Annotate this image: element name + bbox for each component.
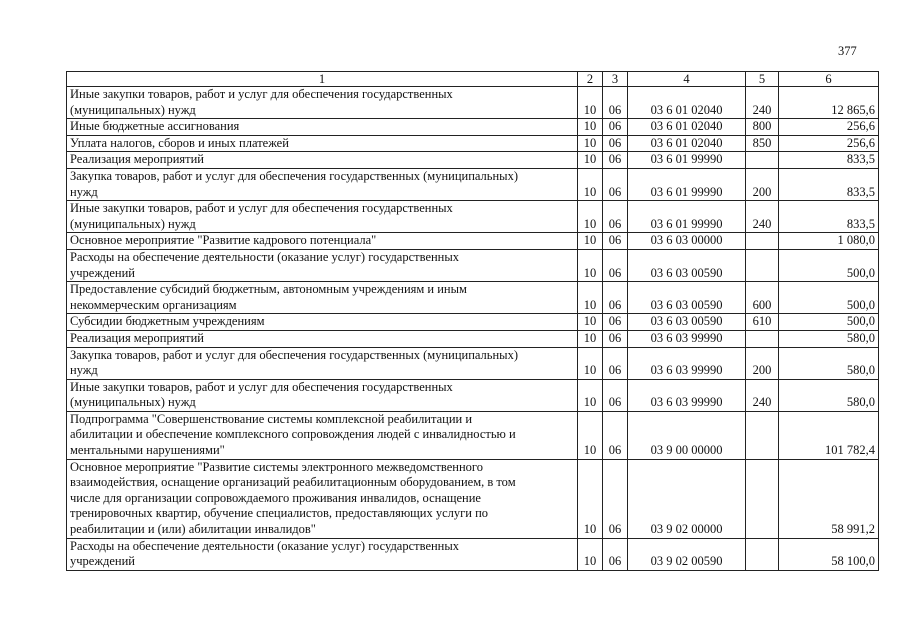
- row-name-cell: Иные закупки товаров, работ и услуг для обеспечения государственных (муниципальных) нужд: [67, 379, 578, 411]
- amount-cell: 580,0: [779, 330, 879, 347]
- subsection-code-cell: 06: [603, 119, 628, 136]
- table-row: [67, 119, 879, 136]
- section-code-cell: 10: [578, 201, 603, 233]
- expense-type-cell: [746, 249, 779, 281]
- table-row: [67, 249, 879, 281]
- section-code-cell: 10: [578, 282, 603, 314]
- row-name-cell: Реализация мероприятий: [67, 152, 578, 169]
- target-article-cell: 03 6 01 99990: [628, 168, 746, 200]
- row-name-cell: Иные закупки товаров, работ и услуг для обеспечения государственных (муниципальных) нужд: [67, 201, 578, 233]
- budget-table: [66, 71, 879, 571]
- expense-type-cell: [746, 459, 779, 538]
- section-code-cell: 10: [578, 135, 603, 152]
- table-row: [67, 233, 879, 250]
- section-code-cell: 10: [578, 87, 603, 119]
- expense-type-cell: 240: [746, 87, 779, 119]
- table-row: [67, 459, 879, 538]
- column-header-1: 1: [67, 72, 578, 87]
- expense-type-cell: 800: [746, 119, 779, 136]
- expense-type-cell: 240: [746, 201, 779, 233]
- row-name-cell: Иные закупки товаров, работ и услуг для обеспечения государственных (муниципальных) нужд: [67, 87, 578, 119]
- row-name-cell: Закупка товаров, работ и услуг для обеспечения государственных (муниципальных) нужд: [67, 347, 578, 379]
- expense-type-cell: 850: [746, 135, 779, 152]
- amount-cell: 1 080,0: [779, 233, 879, 250]
- target-article-cell: 03 6 03 00000: [628, 233, 746, 250]
- subsection-code-cell: 06: [603, 347, 628, 379]
- table-row: [67, 201, 879, 233]
- amount-cell: 500,0: [779, 249, 879, 281]
- expense-type-cell: 600: [746, 282, 779, 314]
- table-row: [67, 135, 879, 152]
- subsection-code-cell: 06: [603, 282, 628, 314]
- table-row: [67, 330, 879, 347]
- expense-type-cell: [746, 538, 779, 570]
- row-name-cell: Подпрограмма "Совершенствование системы комплексной реабилитации и абилитации и обеспечение комплексного сопровождения людей с инвалидностью и ментальными нарушениями": [67, 411, 578, 459]
- subsection-code-cell: 06: [603, 249, 628, 281]
- table-row: [67, 411, 879, 459]
- header-row: [67, 72, 879, 87]
- section-code-cell: 10: [578, 459, 603, 538]
- subsection-code-cell: 06: [603, 135, 628, 152]
- amount-cell: 833,5: [779, 152, 879, 169]
- amount-cell: 580,0: [779, 379, 879, 411]
- row-name-cell: Иные бюджетные ассигнования: [67, 119, 578, 136]
- expense-type-cell: 200: [746, 347, 779, 379]
- table-row: [67, 282, 879, 314]
- target-article-cell: 03 9 02 00590: [628, 538, 746, 570]
- subsection-code-cell: 06: [603, 459, 628, 538]
- row-name-cell: Закупка товаров, работ и услуг для обеспечения государственных (муниципальных) нужд: [67, 168, 578, 200]
- expense-type-cell: 240: [746, 379, 779, 411]
- row-name-cell: Предоставление субсидий бюджетным, автономным учреждениям и иным некоммерческим организациям: [67, 282, 578, 314]
- subsection-code-cell: 06: [603, 538, 628, 570]
- expense-type-cell: [746, 152, 779, 169]
- target-article-cell: 03 6 01 99990: [628, 201, 746, 233]
- section-code-cell: 10: [578, 152, 603, 169]
- amount-cell: 256,6: [779, 119, 879, 136]
- section-code-cell: 10: [578, 249, 603, 281]
- target-article-cell: 03 6 01 02040: [628, 87, 746, 119]
- amount-cell: 833,5: [779, 201, 879, 233]
- row-name-cell: Субсидии бюджетным учреждениям: [67, 314, 578, 331]
- target-article-cell: 03 6 01 99990: [628, 152, 746, 169]
- section-code-cell: 10: [578, 233, 603, 250]
- amount-cell: 580,0: [779, 347, 879, 379]
- table-row: [67, 314, 879, 331]
- target-article-cell: 03 6 03 99990: [628, 330, 746, 347]
- expense-type-cell: 200: [746, 168, 779, 200]
- table-row: [67, 538, 879, 570]
- row-name-cell: Уплата налогов, сборов и иных платежей: [67, 135, 578, 152]
- target-article-cell: 03 6 03 00590: [628, 249, 746, 281]
- row-name-cell: Реализация мероприятий: [67, 330, 578, 347]
- target-article-cell: 03 6 03 00590: [628, 282, 746, 314]
- amount-cell: 101 782,4: [779, 411, 879, 459]
- subsection-code-cell: 06: [603, 314, 628, 331]
- amount-cell: 833,5: [779, 168, 879, 200]
- table-row: [67, 168, 879, 200]
- column-header-4: 4: [628, 72, 746, 87]
- amount-cell: 500,0: [779, 314, 879, 331]
- table-row: [67, 347, 879, 379]
- row-name-cell: Основное мероприятие "Развитие системы электронного межведомственного взаимодействия, оснащение организаций реабилитационным оборудованием, в том числе для организации сопровождаемого проживания инвалидов, оснащение тренировочных квартир, обучение специалистов, предоставляющих услуги по реабилитации и (или) абилитации инвалидов": [67, 459, 578, 538]
- amount-cell: 12 865,6: [779, 87, 879, 119]
- row-name-cell: Расходы на обеспечение деятельности (оказание услуг) государственных учреждений: [67, 538, 578, 570]
- expense-type-cell: [746, 411, 779, 459]
- column-header-5: 5: [746, 72, 779, 87]
- table-row: [67, 152, 879, 169]
- subsection-code-cell: 06: [603, 87, 628, 119]
- target-article-cell: 03 6 01 02040: [628, 135, 746, 152]
- section-code-cell: 10: [578, 347, 603, 379]
- subsection-code-cell: 06: [603, 233, 628, 250]
- row-name-cell: Расходы на обеспечение деятельности (оказание услуг) государственных учреждений: [67, 249, 578, 281]
- section-code-cell: 10: [578, 330, 603, 347]
- amount-cell: 58 991,2: [779, 459, 879, 538]
- column-header-3: 3: [603, 72, 628, 87]
- amount-cell: 58 100,0: [779, 538, 879, 570]
- target-article-cell: 03 9 02 00000: [628, 459, 746, 538]
- target-article-cell: 03 6 03 00590: [628, 314, 746, 331]
- table-body: [67, 87, 879, 571]
- target-article-cell: 03 9 00 00000: [628, 411, 746, 459]
- section-code-cell: 10: [578, 411, 603, 459]
- subsection-code-cell: 06: [603, 201, 628, 233]
- expense-type-cell: [746, 330, 779, 347]
- table-row: [67, 379, 879, 411]
- subsection-code-cell: 06: [603, 379, 628, 411]
- subsection-code-cell: 06: [603, 330, 628, 347]
- table-row: [67, 87, 879, 119]
- section-code-cell: 10: [578, 379, 603, 411]
- target-article-cell: 03 6 03 99990: [628, 347, 746, 379]
- expense-type-cell: [746, 233, 779, 250]
- row-name-cell: Основное мероприятие "Развитие кадрового потенциала": [67, 233, 578, 250]
- section-code-cell: 10: [578, 119, 603, 136]
- column-header-6: 6: [779, 72, 879, 87]
- section-code-cell: 10: [578, 168, 603, 200]
- subsection-code-cell: 06: [603, 411, 628, 459]
- subsection-code-cell: 06: [603, 152, 628, 169]
- column-header-2: 2: [578, 72, 603, 87]
- target-article-cell: 03 6 03 99990: [628, 379, 746, 411]
- amount-cell: 500,0: [779, 282, 879, 314]
- section-code-cell: 10: [578, 538, 603, 570]
- target-article-cell: 03 6 01 02040: [628, 119, 746, 136]
- subsection-code-cell: 06: [603, 168, 628, 200]
- expense-type-cell: 610: [746, 314, 779, 331]
- page-number: 377: [838, 44, 857, 58]
- section-code-cell: 10: [578, 314, 603, 331]
- amount-cell: 256,6: [779, 135, 879, 152]
